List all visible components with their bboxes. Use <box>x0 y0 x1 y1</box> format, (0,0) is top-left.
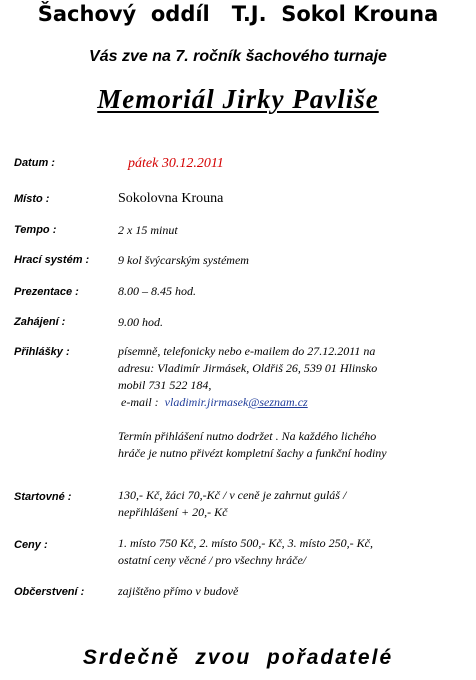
tempo-value: 2 x 15 minut <box>118 223 178 237</box>
tournament-title: Memoriál Jirky Pavliše <box>97 84 379 114</box>
deadline-line: Termín přihlášení nutno dodržet . Na každého lichého <box>118 429 377 443</box>
invitation-line: Vás zve na 7. ročník šachového turnaje <box>89 48 387 65</box>
refreshment-label: Občerstvení : <box>14 586 85 598</box>
start-label: Zahájení : <box>14 316 66 328</box>
club-heading: Šachový oddíl T.J. Sokol Krouna <box>37 2 439 26</box>
registration-block <box>118 343 468 462</box>
email-line <box>118 394 468 411</box>
system-label: Hrací systém : <box>14 254 90 266</box>
fee-line: 130,- Kč, žáci 70,-Kč / v ceně je zahrnut guláš / <box>118 488 347 502</box>
refreshment-value: zajištěno přímo v budově <box>118 584 239 598</box>
fee-block <box>118 487 468 521</box>
date-value <box>128 155 476 172</box>
email-domain: @seznam.cz <box>248 395 308 409</box>
email-link[interactable] <box>165 395 308 409</box>
prizes-block <box>118 535 468 569</box>
presentation-label: Prezentace : <box>14 286 79 298</box>
registration-line: mobil 731 522 184, <box>118 378 212 392</box>
place-value: Sokolovna Krouna <box>118 191 224 206</box>
system-value: 9 kol švýcarským systémem <box>118 253 249 267</box>
prizes-line: 1. místo 750 Kč, 2. místo 500,- Kč, 3. místo 250,- Kč, <box>118 536 373 550</box>
closing-line: Srdečně zvou pořadatelé <box>82 646 394 669</box>
spacer <box>118 411 468 428</box>
date-label: Datum : <box>14 157 55 169</box>
place-label: Místo : <box>14 193 50 205</box>
prizes-label: Ceny : <box>14 539 48 551</box>
date-text: pátek 30.12.2011 <box>128 156 224 171</box>
email-label: e-mail : <box>121 395 159 409</box>
tempo-label: Tempo : <box>14 224 57 236</box>
registration-label: Přihlášky : <box>14 346 70 358</box>
deadline-line: hráče je nutno přivézt kompletní šachy a funkční hodiny <box>118 446 387 460</box>
fee-label: Startovné : <box>14 491 72 503</box>
fee-line: nepřihlášení + 20,- Kč <box>118 505 228 519</box>
presentation-value: 8.00 – 8.45 hod. <box>118 284 196 298</box>
email-user: vladimir.jirmasek <box>164 395 249 409</box>
start-value: 9.00 hod. <box>118 315 163 329</box>
prizes-line: ostatní ceny věcné / pro všechny hráče/ <box>118 553 307 567</box>
registration-line: adresu: Vladimír Jirmásek, Oldřiš 26, 539 01 Hlinsko <box>118 361 378 375</box>
registration-line: písemně, telefonicky nebo e-mailem do 27.12.2011 na <box>118 344 376 358</box>
